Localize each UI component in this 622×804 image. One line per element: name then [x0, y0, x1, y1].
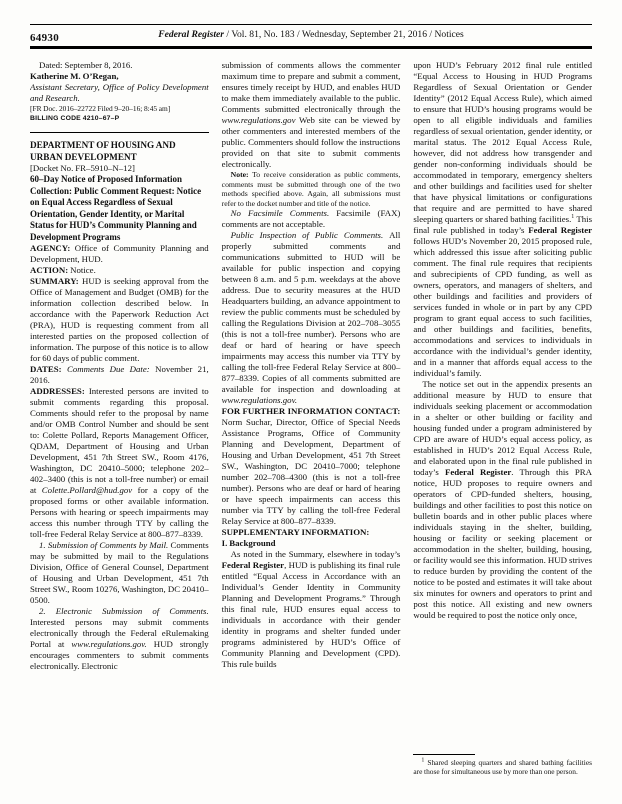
- notice-title: 60–Day Notice of Proposed Information Collection: Public Comment Request: Notice on Equal Access Regardless of Sexual Orientation, Gender Identity, or Marital Status for HUD’s Community Planning and Development Programs: [30, 174, 202, 242]
- footnote-rule: [413, 754, 475, 755]
- dates-paragraph: DATES: Comments Due Date: November 21, 2016.: [30, 364, 209, 386]
- running-head: [30, 28, 592, 43]
- no-facsimile-paragraph: No Facsimile Comments. Facsimile (FAX) comments are not acceptable.: [221, 208, 401, 230]
- signer-name: Katherine M. O’Regan,: [30, 71, 119, 81]
- summary-paragraph: SUMMARY: HUD is seeking approval from the Office of Management and Budget (OMB) for the information collection described below. In accordance with the Paperwork Reduction Act (PRA), HUD is requesting comment from all interested parties on the proposed collection of information. The purpose of this notice is to allow for 60 days of public comment.: [30, 276, 209, 364]
- frdoc-line: [FR Doc. 2016–22722 Filed 9–20–16; 8:45 am]: [30, 104, 171, 113]
- column-3: [413, 60, 592, 776]
- dated-line: Dated: September 8, 2016.: [39, 60, 133, 70]
- action-line: ACTION: Notice.: [30, 265, 96, 276]
- supplementary-information-heading: SUPPLEMENTARY INFORMATION:: [221, 527, 370, 538]
- background-heading: I. Background: [221, 538, 276, 549]
- docket-number: [Docket No. FR–5910–N–12]: [30, 163, 135, 174]
- journal-issue-info: / Vol. 81, No. 183 / Wednesday, September 21, 2016 / Notices: [224, 29, 464, 40]
- journal-line: [30, 29, 592, 40]
- electronic-submission-paragraph: 2. Electronic Submission of Comments. Interested persons may submit comments electronically through the Federal eRulemaking Portal at www.regulations.gov. HUD strongly encourages commenters to submit comments electronically. Electronic: [30, 606, 209, 672]
- header-rule: [30, 46, 592, 49]
- footnote-text: $^1$ Shared sleeping quarters and shared bathing facilities are those for simultaneous use by more than one person.: [413, 757, 592, 776]
- column-1: [30, 60, 209, 776]
- addresses-paragraph: ADDRESSES: Interested persons are invited to submit comments regarding this proposal. Comments should refer to the proposal by name and/or OMB Control Number and should be sent to: Colette Pollard, Reports Management Officer, QDAM, Department of Housing and Urban Development, 451 7th Street SW., Room 4176, Washington, DC 20410–5000; telephone 202–402–3400 (this is not a toll-free number) or email at Colette.Pollard@hud.gov for a copy of the proposed forms or other available information. Persons with hearing or speech impairments may access this number through TTY by calling the toll-free Federal Relay Service at 800–877–8339.: [30, 386, 209, 540]
- three-column-body: [30, 60, 592, 776]
- billing-code: BILLING CODE 4210–67–P: [30, 115, 120, 123]
- top-rule: [30, 24, 592, 25]
- public-inspection-paragraph: Public Inspection of Public Comments. All properly submitted comments and communications submitted to HUD will be available for public inspection and copying between 8 a.m. and 5 p.m. weekdays at the above address. Due to security measures at the HUD Headquarters building, an advance appointment to review the public comments must be scheduled by calling the Regulations Division at 202–708–3055 (this is not a toll-free number). Persons who are deaf or hard of hearing or have speech impairments may access this number via TTY by calling the toll-free Federal Relay Service at 800–877–8339. Copies of all comments submitted are available for inspection and downloading at www.regulations.gov.: [221, 230, 401, 406]
- journal-title: Federal Register: [158, 29, 225, 40]
- continuation-paragraph: submission of comments allows the commenter maximum time to prepare and submit a comment, ensures timely receipt by HUD, and enables HUD to make them immediately available to the public. Comments submitted electronically through the www.regulations.gov Web site can be viewed by other commenters and interested members of the public. Commenters should follow the instructions provided on that site to submit comments electronically.: [221, 60, 401, 169]
- page-header: [30, 24, 592, 49]
- page-number: 64930: [30, 32, 59, 44]
- mail-submission-paragraph: 1. Submission of Comments by Mail. Comments may be submitted by mail to the Regulations Division, Office of General Counsel, Department of Housing and Urban Development, 451 7th Street SW., Room 10276, Washington, DC 20410–0500.: [30, 540, 209, 606]
- column-2: [222, 60, 401, 776]
- agency-line: AGENCY: Office of Community Planning and Development, HUD.: [30, 243, 209, 265]
- department-heading: DEPARTMENT OF HOUSING AND URBAN DEVELOPMENT: [30, 140, 176, 162]
- footnote-block: [413, 748, 592, 776]
- further-information-contact: FOR FURTHER INFORMATION CONTACT: Norm Suchar, Director, Office of Special Needs Assistance Programs, Office of Community Planning and Development, Department of Housing and Urban Development, 451 7th Street SW., Washington, DC 20410–7000; telephone number 202–708–4300 (this is not a toll-free number). Persons who are deaf or hard of hearing or have speech impairments can access this number via TTY by calling the toll-free Federal Relay Service at 800–877–8339.: [221, 406, 401, 527]
- document-divider: [30, 132, 209, 133]
- equal-access-rule-paragraph: upon HUD’s February 2012 final rule entitled “Equal Access to Housing in HUD Programs Regardless of Sexual Orientation or Gender Identity” (2012 Equal Access Rule), which aimed to ensure that HUD’s housing programs would be open to all eligible individuals and families regardless of sexual orientation, gender identity, or marital status. The 2012 Equal Access Rule, however, did not address how transgender and gender non-conforming individuals should be accommodated in temporary, emergency shelters and other buildings and facilities used for shelter that have physical limitations or configurations that require and are permitted to have shared sleeping quarters or shared bathing facilities.$^1$ This final rule published in today’s Federal Register follows HUD’s November 20, 2015 proposed rule, which addressed this issue after soliciting public comment. The final rule requires that recipients and subrecipients of CPD funding, as well as owners, operators, and managers of shelters, and other buildings and facilities and providers of services funded in whole or in part by any CPD program to grant equal access to such facilities, and other buildings and facilities, benefits, accommodations and services to individuals in accordance with the individual’s gender identity, and in a manner that affords equal access to the individual’s family.: [413, 60, 592, 378]
- background-paragraph: As noted in the Summary, elsewhere in today’s Federal Register, HUD is publishing its final rule entitled “Equal Access in Accordance with an Individual’s Gender Identity in Community Planning and Development Programs.” Through this final rule, HUD ensures equal access to individuals in accordance with their gender identity in programs and shelter funded under programs administered by HUD’s Office of Community Planning and Development (CPD). This rule builds: [221, 549, 401, 670]
- note-paragraph: Note: To receive consideration as public comments, comments must be submitted through one of the two methods specified above. Again, all submissions must refer to the docket number and title of the notice.: [221, 170, 401, 208]
- signer-title: Assistant Secretary, Office of Policy Development and Research.: [30, 82, 209, 103]
- notice-appendix-paragraph: The notice set out in the appendix presents an additional measure by HUD to ensure that individuals seeking placement or accommodation in a shelter or other building or facility and housing funded under a program administered by CPD are aware of HUD’s equal access policy, as established in HUD’s 2012 Equal Access Rule, and elaborated upon in the final rule published in today’s Federal Register. Through this PRA notice, HUD proposes to require owners and operators of CPD-funded shelters, housing, buildings and other facilities to post this notice on bulletin boards and in other public places where individuals staying in the shelter, building, housing or facility or seeking placement or accommodation in the shelter, building, housing, or facility would see this information. HUD strives to reduce burden by providing the content of the notice to be posted and estimates it will take about six minutes for owners and operators to print and post this notice. All existing and new owners would be required to post the notice only once,: [413, 379, 592, 620]
